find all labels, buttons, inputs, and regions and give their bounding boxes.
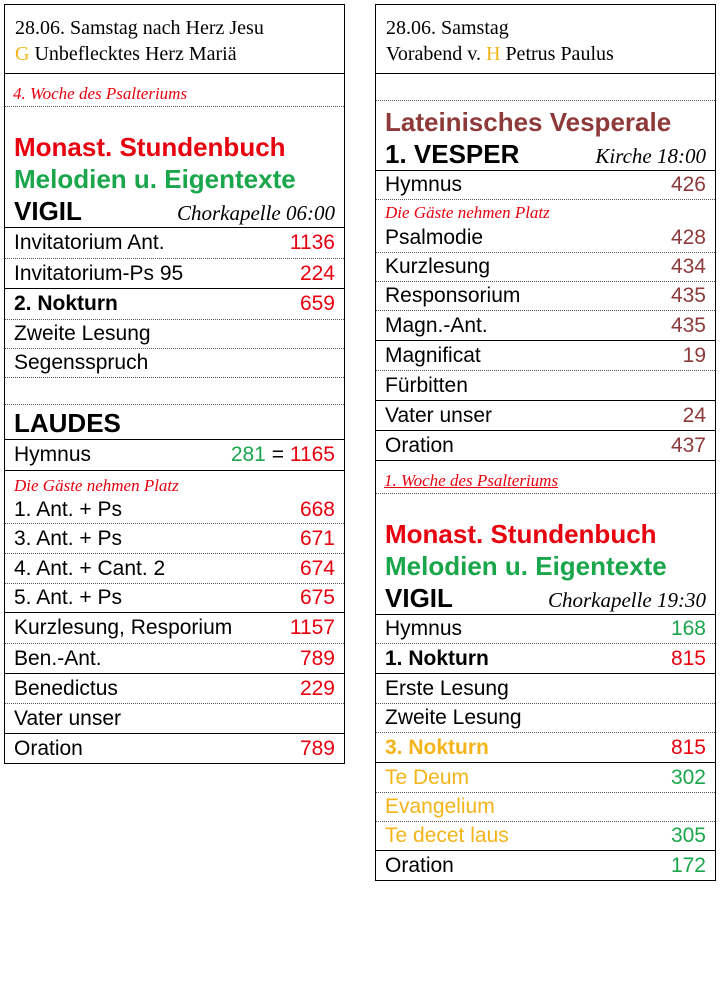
right-vigil-title: VIGIL [385,583,453,613]
left-laudes-title: LAUDES [14,408,121,438]
right-vigil-heading [376,582,715,615]
table-row: 3. Ant. + Ps 671 [5,524,344,554]
right-book1: Monast. Stundenbuch [385,519,657,549]
left-vigil-heading [5,195,344,228]
left-grade-letter: G [15,43,30,65]
table-row: Magn.-Ant. 435 [376,311,715,341]
table-row: Kurzlesung, Resporium 1157 [5,613,344,644]
right-book2: Melodien u. Eigentexte [385,551,667,581]
table-row: Zweite Lesung [5,320,344,349]
left-vigil-title: VIGIL [14,196,82,226]
table-row: Te Deum 302 [376,763,715,793]
table-row: Oration 789 [5,734,344,764]
left-psalter-week: 4. Woche des Psalteriums [5,74,344,107]
left-book2: Melodien u. Eigentexte [14,164,296,194]
right-book-latin: Lateinisches Vesperale [385,107,672,137]
table-row: Benedictus 229 [5,674,344,704]
table-row: Vater unser 24 [376,401,715,431]
right-vesper-location: Kirche 18:00 [595,144,706,168]
table-row: 3. Nokturn 815 [376,733,715,763]
table-row: Psalmodie 428 [376,224,715,253]
table-row: Segensspruch [5,349,344,378]
left-laudes-note: Die Gäste nehmen Platz [14,476,179,495]
table-row: Evangelium [376,793,715,822]
right-day-header: 28.06. Samstag Vorabend v. H Petrus Paulus [376,4,715,74]
table-row: 2. Nokturn 659 [5,289,344,320]
right-column [375,4,716,881]
table-row: 5. Ant. + Ps 675 [5,584,344,613]
table-row: Responsorium 435 [376,282,715,311]
left-column [4,4,345,764]
right-vesper-heading [376,138,715,171]
table-row: 4. Ant. + Cant. 2 674 [5,554,344,584]
left-laudes-heading [5,405,344,440]
table-row: Hymnus 281 = 1165 [5,440,344,471]
left-book1: Monast. Stundenbuch [14,132,286,162]
table-row: Kurzlesung 434 [376,253,715,282]
left-day-header [5,4,344,74]
table-row: Te decet laus 305 [376,822,715,851]
table-row: Zweite Lesung [376,704,715,733]
table-row: Hymnus 168 [376,615,715,644]
table-row: Magnificat 19 [376,341,715,371]
right-vesper-title: 1. VESPER [385,139,520,169]
table-row: Invitatorium Ant. 1136 [5,228,344,259]
right-psalter-week: 1. Woche des Psalteriums [376,461,715,494]
table-row: Hymnus 426 [376,171,715,200]
right-vigil-location: Chorkapelle 19:30 [547,588,706,612]
table-row: Erste Lesung [376,674,715,704]
table-row: Oration 437 [376,431,715,461]
table-row: Ben.-Ant. 789 [5,644,344,674]
table-row: 1. Nokturn 815 [376,644,715,674]
left-vigil-location: Chorkapelle 06:00 [176,201,335,225]
table-row: Fürbitten [376,371,715,401]
right-header-line1: 28.06. Samstag [386,17,509,39]
right-vesper-note: Die Gäste nehmen Platz [385,203,550,222]
right-grade-letter: H [485,43,501,65]
table-row: Vater unser [5,704,344,734]
table-row: Oration 172 [376,851,715,881]
table-row: Invitatorium-Ps 95 224 [5,259,344,289]
table-row: 1. Ant. + Ps 668 [5,497,344,524]
left-header-line2: Unbeflecktes Herz Mariä [34,43,237,65]
left-header-line1: 28.06. Samstag nach Herz Jesu [15,17,264,39]
